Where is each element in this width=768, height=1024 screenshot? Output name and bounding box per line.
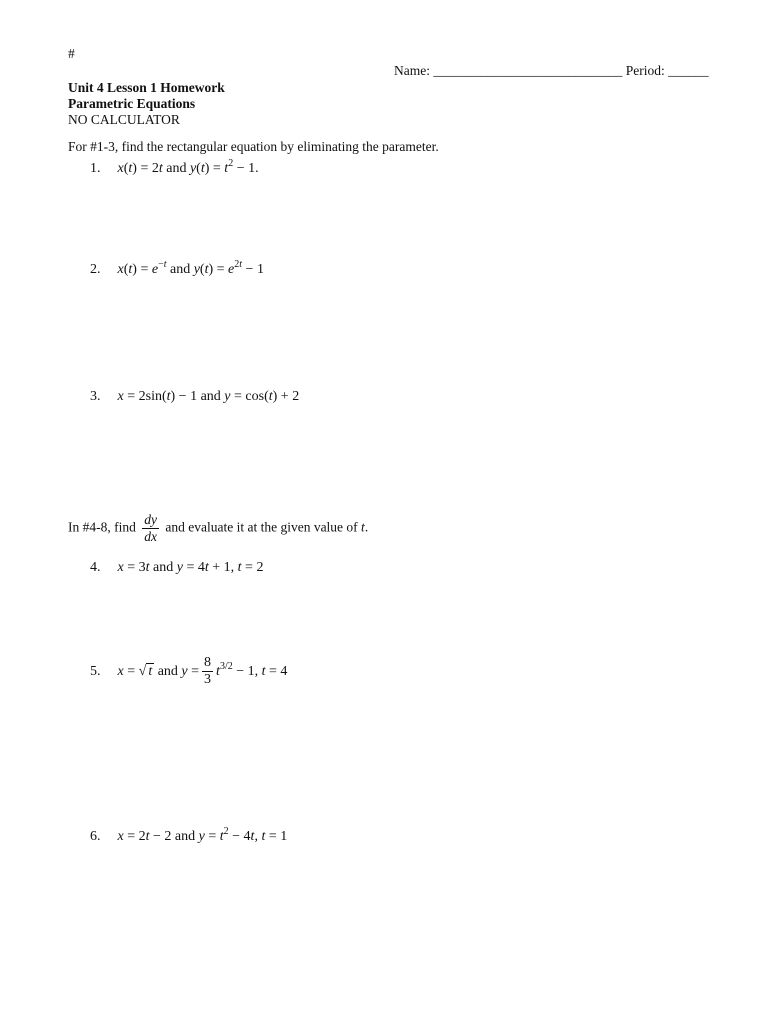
problem-1 <box>90 158 259 177</box>
problem-number: 3. <box>90 389 101 404</box>
problem-expression: $x(t) = e^{-t}$ and $y(t) = e^{2t} - 1$ <box>117 259 264 277</box>
problem-number: 6. <box>90 829 101 844</box>
problem-2 <box>90 259 264 278</box>
square-root: √ t <box>138 663 153 679</box>
problem-number: 2. <box>90 262 101 277</box>
problem-6 <box>90 826 288 845</box>
fraction-denominator: dx <box>144 529 157 544</box>
problem-number: 4. <box>90 560 101 575</box>
problem-5 <box>90 655 287 688</box>
calculator-note: NO CALCULATOR <box>68 112 180 127</box>
problem-expression: x = √ t and y = $\frac{8}{3}$ $t^{3/2} - 1$, t = 4 <box>117 655 288 687</box>
problem-expression: x = 2t − 2 and $y = t^2 - 4t$, t = 1 <box>117 826 288 844</box>
problem-4 <box>90 560 263 576</box>
worksheet-subtitle: Parametric Equations <box>68 96 196 111</box>
eight-thirds-fraction: $\frac{8}{3}$ <box>204 655 212 687</box>
dy-dx-fraction <box>142 512 159 545</box>
name-period-line: Name: ____________________________ Period: ______ <box>394 63 709 78</box>
unit-title: Unit 4 Lesson 1 Homework <box>68 80 225 95</box>
problem-number: 1. <box>90 161 101 176</box>
fraction-numerator: dy <box>144 512 157 527</box>
hash-mark: # <box>68 46 75 61</box>
problem-expression: x(t) = 2t and $y(t) = t^2 - 1$. <box>117 158 259 176</box>
problem-number: 5. <box>90 663 101 679</box>
instruction-text-after: and evaluate it at the given value of <box>165 519 358 535</box>
instruction-text-before: In #4-8, find <box>68 519 136 535</box>
section1-instruction: For #1-3, find the rectangular equation by eliminating the parameter. <box>68 139 439 154</box>
problem-expression: x = 2sin(t) − 1 and y = cos(t) + 2 <box>117 389 300 404</box>
problem-3 <box>90 389 299 405</box>
section2-instruction <box>68 512 368 545</box>
problem-expression: x = 3t and y = 4t + 1, t = 2 <box>117 560 264 575</box>
instruction-period: . <box>364 519 369 535</box>
instruction-variable: t <box>361 519 365 535</box>
